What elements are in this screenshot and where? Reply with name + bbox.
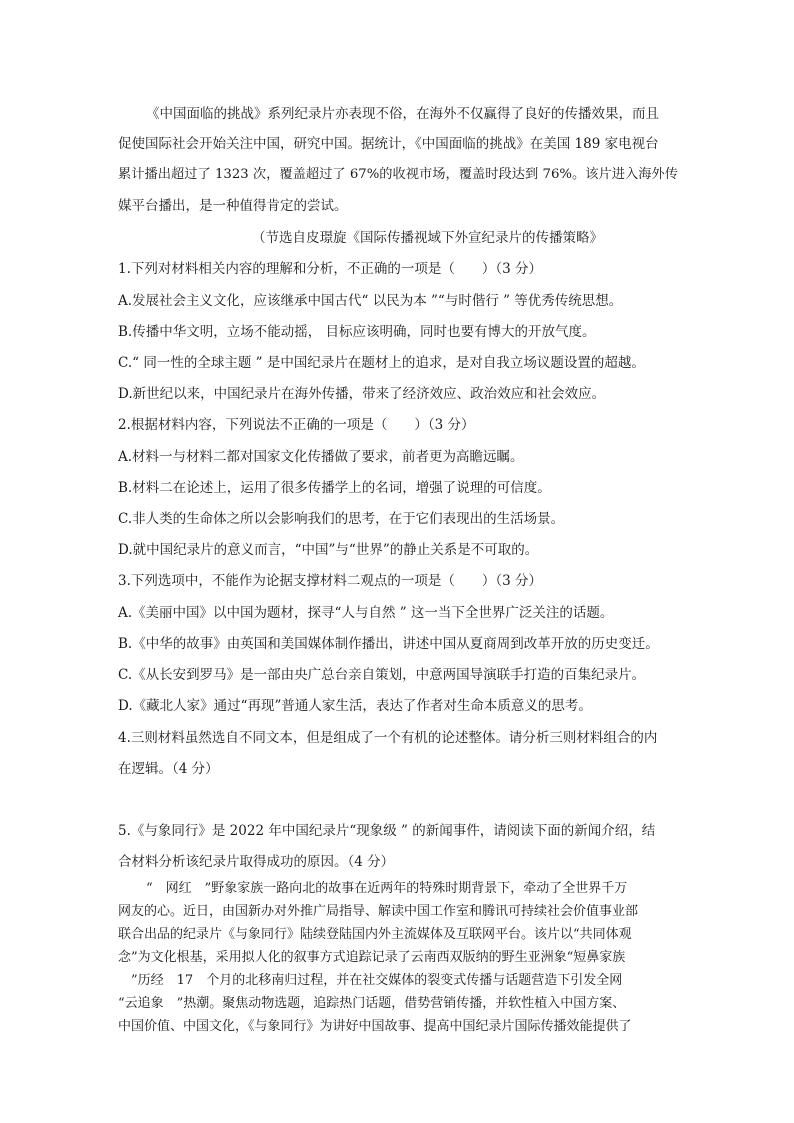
news-line: “云追象 ”热潮。聚焦动物选题，追踪热门话题，借势营销传播，并软性植入中国方案、 (118, 996, 626, 1011)
news-line: 念”为文化根基，采用拟人化的叙事方式追踪记录了云南西双版纳的野生亚洲象“短鼻家族 (118, 950, 626, 965)
question-2-stem: 2.根据材料内容，下列说法不正确的一项是（ ）（3 分） (118, 417, 475, 433)
news-line: 网友的心。近日，由国新办对外推广局指导、解读中国工作室和腾讯可持续社会价值事业部 (118, 904, 639, 919)
passage-line: 累计播出超过了 1323 次，覆盖超过了 67%的收视市场，覆盖时段达到 76%。该片进入海外传 (118, 167, 678, 182)
question-1-option-d: D.新世纪以来，中国纪录片在海外传播，带来了经济效应、政治效应和社会效应。 (118, 386, 606, 402)
question-4-line: 4.三则材料虽然选自不同文本，但是组成了一个有机的论述整体。请分析三则材料组合的内 (118, 730, 658, 746)
question-1-option-a: A.发展社会主义文化，应该继承中国古代“ 以民为本 ”“与时偕行 ” 等优秀传统思想。 (118, 293, 623, 309)
question-3-option-d: D.《藏北人家》通过“再现”普通人家生活，表达了作者对生命本质意义的思考。 (118, 698, 592, 714)
passage-source: （节选自皮璟旋《国际传播视域下外宣纪录片的传播策略》 (252, 230, 603, 246)
passage-line: 媒平台播出，是一种值得肯定的尝试。 (118, 198, 348, 214)
question-2-option-c: C.非人类的生命体之所以会影响我们的思考，在于它们表现出的生活场景。 (118, 511, 565, 527)
question-2-option-d: D.就中国纪录片的意义而言，“中国”与“世界”的静止关系是不可取的。 (118, 542, 539, 558)
question-1-stem: 1.下列对材料相关内容的理解和分析，不正确的一项是（ ）（3 分） (118, 261, 543, 277)
question-5-line: 5.《与象同行》是 2022 年中国纪录片“现象级 ” 的新闻事件，请阅读下面的新闻介绍，结 (118, 823, 656, 839)
question-3-option-c: C.《从长安到罗马》是一部由央广总台亲自策划，中意两国导演联手打造的百集纪录片。 (118, 667, 646, 683)
question-2-option-b: B.材料二在论述上，运用了很多传播学上的名词，增强了说理的可信度。 (118, 480, 551, 496)
passage-line: 《中国面临的挑战》系列纪录片亦表现不俗，在海外不仅赢得了良好的传播效果，而且 (146, 106, 659, 122)
news-line: ”历经 17 个月的北移南归过程，并在社交媒体的裂变式传播与话题营造下引发全网 (118, 973, 623, 988)
question-1-option-c: C.“ 同一性的全球主题 ” 是中国纪录片在题材上的追求，是对自我立场议题设置的超越。 (118, 355, 645, 371)
question-5-line: 合材料分析该纪录片取得成功的原因。（4 分） (118, 854, 395, 870)
passage-line: 促使国际社会开始关注中国，研究中国。据统计，《中国面临的挑战》在美国 189 家电视台 (118, 136, 659, 152)
question-3-stem: 3.下列选项中，不能作为论据支撑材料二观点的一项是（ ）（3 分） (118, 573, 543, 589)
question-3-option-b: B.《中华的故事》由英国和美国媒体制作播出，讲述中国从夏商周到改革开放的历史变迁。 (118, 636, 659, 652)
news-line: “ 网红 ”野象家族一路向北的故事在近两年的特殊时期背景下，牵动了全世界千万 (146, 881, 628, 896)
question-1-option-b: B.传播中华文明，立场不能动摇， 目标应该明确，同时也要有博大的开放气度。 (118, 324, 596, 340)
question-3-option-a: A.《美丽中国》以中国为题材，探寻“人与自然 ” 这一当下全世界广泛关注的话题。 (118, 605, 614, 621)
question-2-option-a: A.材料一与材料二都对国家文化传播做了要求，前者更为高瞻远瞩。 (118, 449, 524, 465)
news-line: 中国价值、中国文化，《与象同行》为讲好中国故事、提高中国纪录片国际传播效能提供了 (118, 1019, 632, 1034)
news-line: 联合出品的纪录片《与象同行》陆续登陆国内外主流媒体及互联网平台。该片以“共同体观 (118, 927, 632, 942)
question-4-line: 在逻辑。（4 分） (118, 761, 219, 777)
